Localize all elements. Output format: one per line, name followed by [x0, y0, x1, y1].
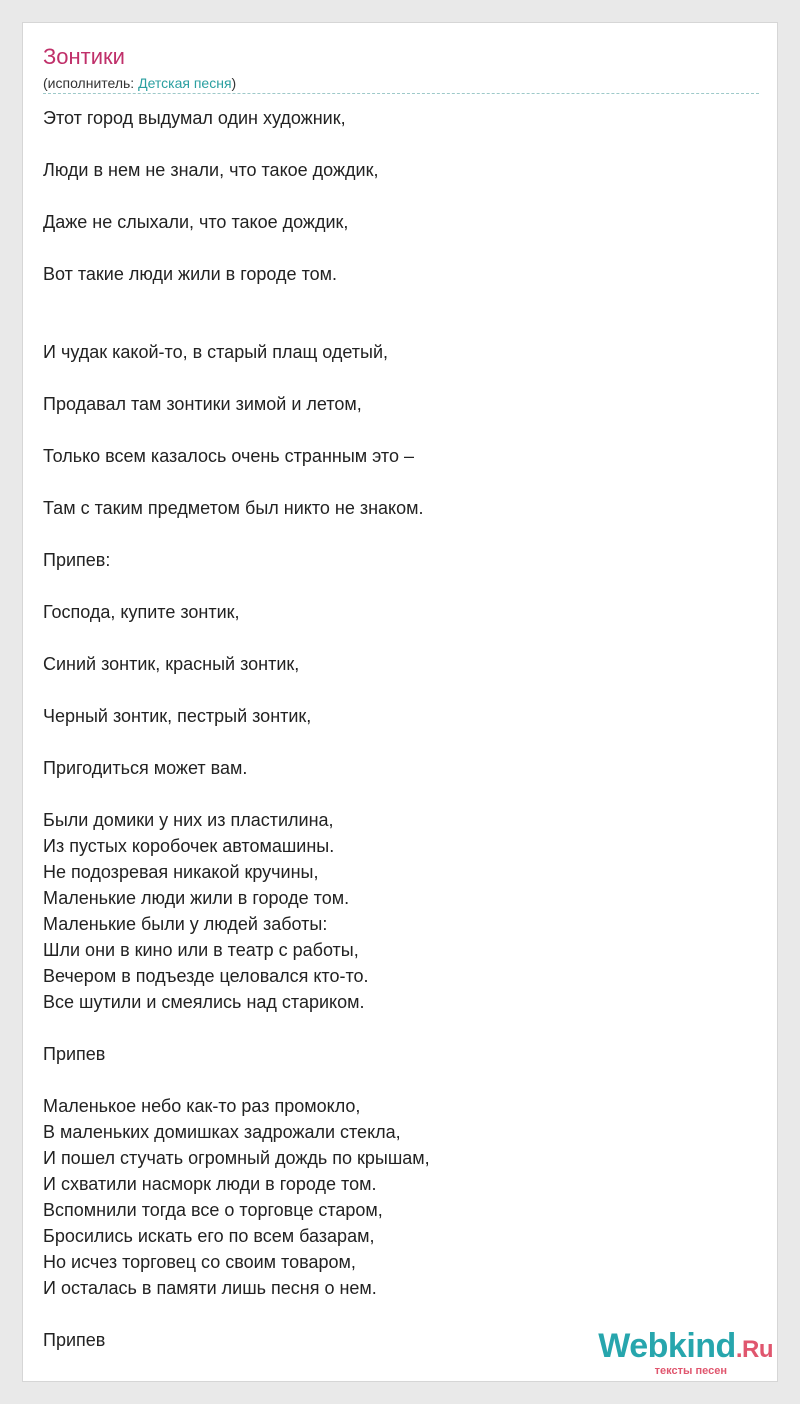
lyric-blank-line	[43, 625, 759, 651]
lyric-line: Припев	[43, 1330, 106, 1350]
lyric-line: Маленькое небо как-то раз промокло,	[43, 1096, 361, 1116]
lyric-blank-line	[43, 781, 759, 807]
artist-suffix: )	[231, 75, 237, 91]
watermark-brand: Webkind	[598, 1327, 736, 1365]
lyric-line: И схватили насморк люди в городе том.	[43, 1174, 377, 1194]
lyric-blank-line	[43, 573, 759, 599]
watermark-tagline: тексты песен	[654, 1365, 727, 1377]
lyric-line: Но исчез торговец со своим товаром,	[43, 1252, 356, 1272]
lyric-blank-line	[43, 313, 759, 339]
lyric-blank-line	[43, 677, 759, 703]
lyric-line: Были домики у них из пластилина,	[43, 810, 334, 830]
lyric-blank-line	[43, 365, 759, 391]
lyric-line: Из пустых коробочек автомашины.	[43, 836, 335, 856]
lyric-blank-line	[43, 729, 759, 755]
lyric-blank-line	[43, 469, 759, 495]
lyric-blank-line	[43, 183, 759, 209]
lyric-line: Вечером в подъезде целовался кто-то.	[43, 966, 369, 986]
lyric-line: Господа, купите зонтик,	[43, 602, 240, 622]
lyric-line: Припев	[43, 1044, 106, 1064]
title-divider	[43, 93, 759, 94]
lyric-line: Вот такие люди жили в городе том.	[43, 264, 337, 284]
lyric-blank-line	[43, 1067, 759, 1093]
lyric-line: Припев:	[43, 550, 111, 570]
lyric-line: Там с таким предметом был никто не знаком.	[43, 498, 424, 518]
lyric-line: Только всем казалось очень странным это –	[43, 446, 414, 466]
lyric-line: Черный зонтик, пестрый зонтик,	[43, 706, 312, 726]
lyric-line: И чудак какой-то, в старый плащ одетый,	[43, 342, 389, 362]
lyric-line: И пошел стучать огромный дождь по крышам,	[43, 1148, 430, 1168]
lyric-line: Даже не слыхали, что такое дождик,	[43, 212, 349, 232]
lyric-line: В маленьких домишках задрожали стекла,	[43, 1122, 401, 1142]
lyric-line: Вспомнили тогда все о торговце старом,	[43, 1200, 383, 1220]
song-title: Зонтики	[43, 44, 125, 69]
lyric-line: Все шутили и смеялись над стариком.	[43, 992, 365, 1012]
lyric-blank-line	[43, 521, 759, 547]
lyric-line: Этот город выдумал один художник,	[43, 108, 346, 128]
lyric-blank-line	[43, 417, 759, 443]
lyric-line: Пригодиться может вам.	[43, 758, 248, 778]
artist-prefix: (исполнитель:	[43, 75, 139, 91]
lyric-blank-line	[43, 1301, 759, 1327]
lyric-line: И осталась в памяти лишь песня о нем.	[43, 1278, 377, 1298]
lyric-blank-line	[43, 131, 759, 157]
lyric-blank-line	[43, 287, 759, 313]
lyric-line: Не подозревая никакой кручины,	[43, 862, 319, 882]
lyric-blank-line	[43, 1015, 759, 1041]
lyric-line: Шли они в кино или в театр с работы,	[43, 940, 359, 960]
lyric-line: Люди в нем не знали, что такое дождик,	[43, 160, 379, 180]
lyric-blank-line	[43, 235, 759, 261]
lyric-line: Маленькие люди жили в городе том.	[43, 888, 350, 908]
lyric-line: Маленькие были у людей заботы:	[43, 914, 328, 934]
lyrics-body	[43, 105, 759, 1353]
lyrics-card	[22, 22, 778, 1382]
lyric-line: Бросились искать его по всем базарам,	[43, 1226, 375, 1246]
site-watermark	[573, 1328, 773, 1378]
watermark-logo	[598, 1328, 773, 1368]
lyric-line: Синий зонтик, красный зонтик,	[43, 654, 300, 674]
watermark-tld: .Ru	[735, 1336, 773, 1363]
artist-line	[43, 74, 236, 92]
lyric-line: Продавал там зонтики зимой и летом,	[43, 394, 362, 414]
artist-link[interactable]: Детская песня	[138, 75, 232, 91]
